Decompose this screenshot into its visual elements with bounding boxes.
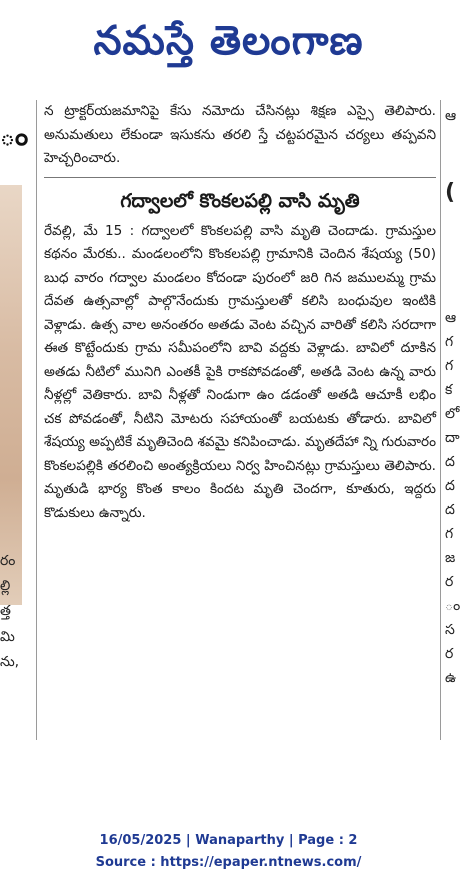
left-fragment-text: ల్లి [0,578,11,594]
left-fragment-text: రం [0,553,16,569]
right-fragment-text: ఉ [445,670,457,686]
left-column-big-char: ం [0,122,29,152]
left-column-fragment [0,100,29,740]
right-fragment-text: ద [445,502,455,518]
right-fragment-text: ం [445,598,460,614]
previous-article-tail: న ట్రాక్టర్‌యజమానిపై కేసు నమోదు చేసినట్లు శిక్షణ ఎస్సై తెలిపారు. అనుమతులు లేకుండా ఇసుకను తరలి స్తే చట్టపరమైన చర్యలు తప్పవని హెచ్చరించారు. [44,103,436,166]
footer-source-line: Source : https://epaper.ntnews.com/ [95,855,362,870]
right-fragment-text: ర [445,646,454,662]
right-fragment-text: గ [445,334,454,350]
right-fragment-text: ర [445,574,454,590]
right-fragment-text: గ [445,526,454,542]
column-divider-right [440,100,441,740]
news-article [44,100,436,525]
left-fragment-text: త్త [0,603,11,619]
right-fragment-text: జ [445,550,456,566]
right-fragment-text: ( [445,180,456,205]
column-divider-left [36,100,37,740]
left-fragment-text: ను, [0,654,20,670]
masthead [0,0,457,82]
right-fragment-text: దా [445,430,460,446]
right-column-fragment [445,100,460,740]
footer-date-line: 16/05/2025 | Wanaparthy | Page : 2 [99,833,358,848]
left-photo-fragment [0,185,22,605]
left-fragment-text: మి [0,629,15,645]
right-fragment-text: స [445,622,455,638]
article-headline: గద్వాలలో కొంకలపల్లి వాసి మృతి [120,189,360,212]
right-fragment-text: ఆ [445,108,457,124]
right-fragment-text: గ [445,358,454,374]
right-fragment-text: ద [445,454,455,470]
right-fragment-text: క [445,382,453,398]
right-fragment-text: లో [445,406,460,422]
article-body: రేవల్లి, మే 15 : గద్వాలలో కొంకలపల్లి వాసి మృతి చెందాడు. గ్రామస్తుల కథనం మేరకు.. మండలంలోని కొంకలపల్లి గ్రామానికి చెందిన శేషయ్య (50) బుధ వారం గద్వాల మండలం కోదండా పురంలో జరి గిన జములమ్మ గ్రామ దేవత ఉత్సవాల్లో పాల్గొనేందుకు గ్రామస్తులతో కలిసి బంధువుల ఇంటికి వెళ్లాడు. ఉత్స వాల అనంతరం అతడు వెంట వచ్చిన వారితో కలిసి సరదాగా ఈత కొట్టేందుకు గ్రామ సమీపంలోని బావి వద్దకు వెళ్లాడు. బావిలో దూకిన అతడు నీటిలో మునిగి ఎంతకీ పైకి రాకపోవడంతో, అతడి వెంట ఉన్న వారు నీళ్లల్లో వెతికారు. బావి నీళ్లతో నిండుగా ఉం డడంతో అతడి ఆచూకీ లభిం చక పోవడంతో, నీటిని మోటరు సహాయంతో బయటకు తోడారు. బావిలో శేషయ్య అప్పటికే మృతిచెంది శవమై కనిపించాడు. మృతదేహా న్ని గురువారం కొంకలపల్లికి తరలించి అంత్యక్రియలు నిర్వ హించినట్లు గ్రామస్తులు తెలిపారు. మృతుడి భార్య కొంత కాలం కిందట మృతి చెందగా, కూతురు, ఇద్దరు కొడుకులు ఉన్నారు. [44,222,436,521]
newspaper-title: నమస్తే తెలంగాణ [93,17,364,64]
article-separator [44,177,436,178]
right-fragment-text: ఆ [445,310,457,326]
right-fragment-text: ద [445,478,455,494]
